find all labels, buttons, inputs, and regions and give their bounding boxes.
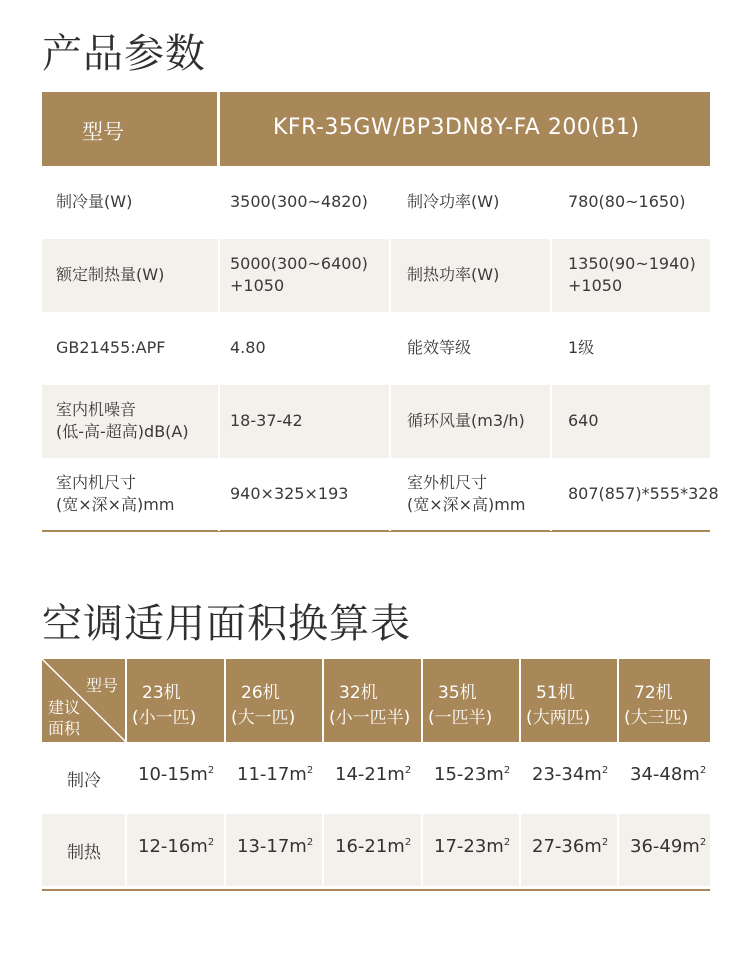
- machine-label: 32机: [339, 683, 378, 703]
- spec-value: [230, 410, 303, 432]
- cell-line: 4.80: [230, 338, 266, 357]
- cell-line: 制冷功率(W): [407, 192, 500, 211]
- horsepower-label: (一匹半): [428, 708, 493, 728]
- area-value: [630, 764, 706, 785]
- cell-line: 额定制热量(W): [56, 265, 165, 284]
- square-unit: 2: [699, 837, 707, 848]
- square-unit: 2: [699, 765, 707, 776]
- area-range: 12-16m: [138, 836, 208, 857]
- column-divider: [218, 312, 220, 385]
- cell-line: 3500(300~4820): [230, 192, 368, 211]
- cell-line: 制冷量(W): [56, 192, 133, 211]
- spec-key-label: [407, 410, 525, 432]
- area-value: [434, 764, 510, 785]
- model-value: KFR-35GW/BP3DN8Y-FA 200(B1): [273, 115, 640, 140]
- square-unit: 2: [207, 837, 215, 848]
- area-range: 16-21m: [335, 836, 405, 857]
- column-divider: [421, 814, 423, 886]
- spec-value: [568, 337, 594, 359]
- area-range: 17-23m: [434, 836, 504, 857]
- cell-line: 室内机噪音: [56, 400, 137, 419]
- machine-label: 51机: [536, 683, 575, 703]
- column-divider: [218, 239, 220, 312]
- cell-line: +1050: [568, 276, 623, 295]
- column-divider: [224, 814, 226, 886]
- cell-line: 640: [568, 411, 599, 430]
- spec-row: [42, 166, 710, 239]
- square-unit: 2: [503, 837, 511, 848]
- column-divider: [389, 166, 391, 239]
- square-unit: 2: [404, 765, 412, 776]
- model-label: 型号: [82, 120, 124, 144]
- column-divider: [224, 742, 226, 814]
- cell-line: GB21455:APF: [56, 338, 166, 357]
- area-value: [532, 764, 608, 785]
- square-unit: 2: [306, 837, 314, 848]
- column-divider: [218, 458, 220, 531]
- spec-value: [568, 483, 719, 505]
- spec-row: [42, 312, 710, 385]
- column-divider: [389, 312, 391, 385]
- horsepower-label: (小一匹): [132, 708, 197, 728]
- spec-table: [42, 92, 719, 532]
- spec-section-title: 产品参数: [42, 31, 206, 77]
- column-divider: [550, 458, 552, 531]
- area-value: [434, 836, 510, 857]
- cell-line: 5000(300~6400): [230, 254, 368, 273]
- machine-label: 35机: [438, 683, 477, 703]
- area-value: [630, 836, 706, 857]
- spec-row: [42, 458, 719, 531]
- cell-line: 室外机尺寸: [407, 473, 488, 492]
- spec-key-label: [407, 191, 499, 213]
- corner-area-label: 面积: [48, 719, 81, 738]
- cell-line: 能效等级: [407, 338, 472, 357]
- column-divider: [125, 814, 127, 886]
- spec-key-label: [407, 264, 499, 286]
- area-range: 15-23m: [434, 764, 504, 785]
- area-range: 10-15m: [138, 764, 208, 785]
- column-divider: [322, 742, 324, 814]
- area-value: [335, 836, 411, 857]
- header-divider: [217, 92, 220, 166]
- spec-key-label: [56, 191, 132, 213]
- spec-value: [230, 337, 266, 359]
- column-divider: [519, 742, 521, 814]
- cell-line: 780(80~1650): [568, 192, 686, 211]
- column-divider: [125, 742, 127, 814]
- corner-model-label: 型号: [86, 676, 119, 695]
- column-divider: [389, 239, 391, 312]
- machine-label: 23机: [142, 683, 181, 703]
- area-range: 13-17m: [237, 836, 307, 857]
- cell-line: 循环风量(m3/h): [407, 411, 525, 430]
- horsepower-label: (小一匹半): [329, 708, 411, 728]
- machine-label: 26机: [241, 683, 280, 703]
- column-divider: [550, 166, 552, 239]
- square-unit: 2: [601, 837, 609, 848]
- area-value: [138, 836, 214, 857]
- cell-line: 制热功率(W): [407, 265, 500, 284]
- square-unit: 2: [601, 765, 609, 776]
- spec-value: [568, 410, 599, 432]
- column-divider: [617, 742, 619, 814]
- cell-line: 18-37-42: [230, 411, 303, 430]
- model-column-header: [323, 659, 422, 742]
- spec-value: [230, 253, 368, 297]
- horsepower-label: (大两匹): [526, 708, 591, 728]
- cell-line: (宽×深×高)mm: [56, 495, 175, 514]
- column-divider: [550, 312, 552, 385]
- spec-value: [568, 253, 696, 297]
- cell-line: 1级: [568, 338, 595, 357]
- spec-value: [230, 483, 348, 505]
- area-range: 11-17m: [237, 764, 307, 785]
- area-value: [335, 764, 411, 785]
- column-divider: [218, 166, 220, 239]
- machine-label: 72机: [634, 683, 673, 703]
- cell-line: 940×325×193: [230, 484, 349, 503]
- spec-table-header: [42, 92, 710, 166]
- area-value: [532, 836, 608, 857]
- spec-key-label: [56, 472, 174, 516]
- cell-line: 1350(90~1940): [568, 254, 696, 273]
- corner-header: [42, 659, 126, 742]
- area-row: [42, 814, 710, 886]
- area-value: [237, 764, 313, 785]
- column-divider: [218, 385, 220, 458]
- spec-key-label: [407, 337, 471, 359]
- square-unit: 2: [404, 837, 412, 848]
- column-divider: [322, 814, 324, 886]
- cell-line: +1050: [230, 276, 285, 295]
- row-label: 制热: [67, 843, 101, 863]
- square-unit: 2: [306, 765, 314, 776]
- area-row: [42, 742, 710, 814]
- horsepower-label: (大一匹): [231, 708, 296, 728]
- spec-value: [230, 191, 368, 213]
- horsepower-label: (大三匹): [624, 708, 689, 728]
- spec-value: [568, 191, 686, 213]
- column-divider: [389, 385, 391, 458]
- area-section-title: 空调适用面积换算表: [42, 601, 411, 647]
- square-unit: 2: [207, 765, 215, 776]
- model-column-header: [520, 659, 618, 742]
- spec-row: [42, 239, 710, 312]
- area-table-header: [42, 659, 710, 742]
- model-column-header: [225, 659, 323, 742]
- area-range: 34-48m: [630, 764, 700, 785]
- area-value: [237, 836, 313, 857]
- spec-row: [42, 385, 710, 458]
- area-value: [138, 764, 214, 785]
- area-range: 23-34m: [532, 764, 602, 785]
- column-divider: [519, 814, 521, 886]
- spec-key-label: [407, 472, 525, 516]
- area-range: 27-36m: [532, 836, 602, 857]
- spec-key-label: [56, 264, 164, 286]
- column-divider: [550, 239, 552, 312]
- area-range: 36-49m: [630, 836, 700, 857]
- row-label: 制冷: [67, 771, 101, 791]
- model-column-header: [422, 659, 520, 742]
- cell-line: 807(857)*555*328: [568, 484, 719, 503]
- corner-suggest-label: 建议: [48, 698, 81, 717]
- cell-line: (宽×深×高)mm: [407, 495, 526, 514]
- model-column-header: [126, 659, 225, 742]
- column-divider: [389, 458, 391, 531]
- square-unit: 2: [503, 765, 511, 776]
- spec-key-label: [56, 337, 165, 359]
- cell-line: 室内机尺寸: [56, 473, 137, 492]
- column-divider: [550, 385, 552, 458]
- area-range: 14-21m: [335, 764, 405, 785]
- model-column-header: [618, 659, 710, 742]
- column-divider: [421, 742, 423, 814]
- area-table: [42, 659, 710, 891]
- cell-line: (低-高-超高)dB(A): [56, 422, 189, 441]
- column-divider: [617, 814, 619, 886]
- spec-key-label: [56, 399, 189, 443]
